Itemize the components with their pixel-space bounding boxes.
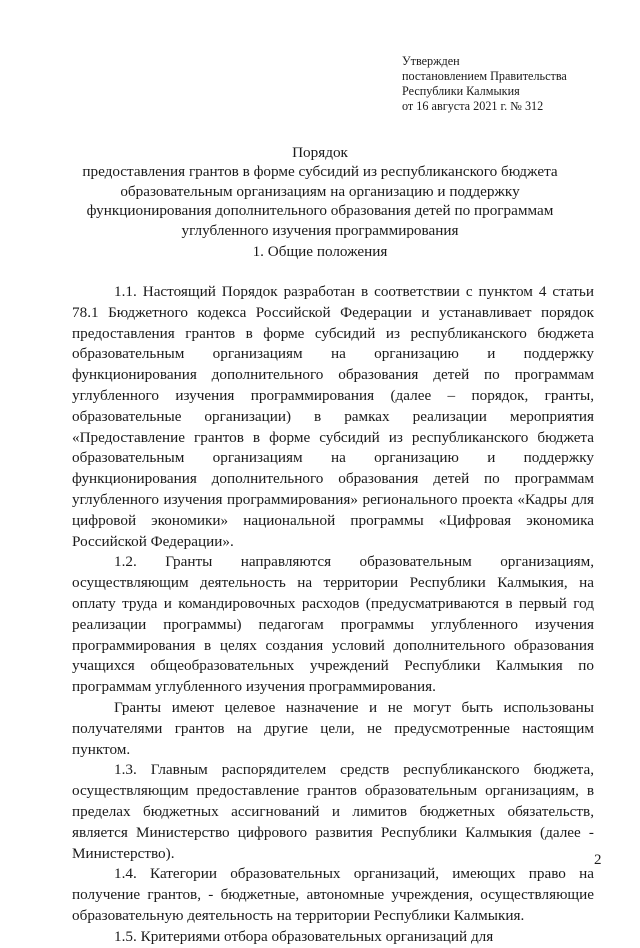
paragraph-1-2: 1.2. Гранты направляются образовательным организациям, осуществляющим деятельность на территории Республики Калмыкия, на оплату труда и командировочных расходов (предусматриваются в первый год реализации программы) педагогам программы углубленного изучения программирования в целях создания условий дополнительного образования учащихся общеобразовательных учреждений Республики Калмыкия по программам углубленного изучения программирования. (72, 553, 594, 696)
paragraph-1-4: 1.4. Категории образовательных организаций, имеющих право на получение грантов, - бюджетные, автономные учреждения, осуществляющие образовательную деятельность на территории Республики Калмыкия. (72, 865, 594, 924)
title-line-2: предоставления грантов в форме субсидий из республиканского бюджета (82, 163, 558, 181)
approval-line-2: постановлением Правительства (402, 69, 567, 83)
title-line-4: функционирования дополнительного образования детей по программам (86, 202, 554, 220)
title-line-5: углубленного изучения программирования (181, 221, 459, 239)
paragraph-1-3: 1.3. Главным распорядителем средств республиканского бюджета, осуществляющим предоставление грантов образовательным организациям, в пределах бюджетных ассигнований и лимитов бюджетных обязательств, является Министерство цифрового развития Республики Калмыкия (далее - Министерство). (72, 761, 594, 862)
body-text (72, 282, 594, 948)
approval-line-3: Республики Калмыкия (402, 84, 520, 98)
document-title (70, 143, 570, 240)
title-line-3: образовательным организациям на организацию и поддержку (120, 182, 520, 200)
paragraph-1-1: 1.1. Настоящий Порядок разработан в соответствии с пунктом 4 статьи 78.1 Бюджетного кодекса Российской Федерации и устанавливает порядок предоставления грантов в форме субсидий из республиканского бюджета образовательным организациям на организацию и поддержку функционирования дополнительного образования детей по программам углубленного изучения программирования (далее – порядок, гранты, образовательные организации) в рамках реализации мероприятия «Предоставление грантов в форме субсидий из республиканского бюджета образовательным организациям на организацию и поддержку функционирования дополнительного образования детей по программам углубленного изучения программирования» регионального проекта «Кадры для цифровой экономики» национальной программы «Цифровая экономика Российской Федерации». (72, 283, 594, 550)
paragraph-1-2-note: Гранты имеют целевое назначение и не могут быть использованы получателями грантов на другие цели, не предусмотренные настоящим пунктом. (72, 698, 594, 758)
approval-stamp (402, 54, 567, 114)
approval-line-4: от 16 августа 2021 г. № 312 (402, 99, 544, 113)
page-number: 2 (594, 852, 602, 868)
section-heading: 1. Общие положения (252, 243, 388, 260)
title-line-1: Порядок (292, 144, 348, 161)
approval-line-1: Утвержден (402, 54, 460, 68)
paragraph-1-5: 1.5. Критериями отбора образовательных организаций для (114, 927, 494, 945)
